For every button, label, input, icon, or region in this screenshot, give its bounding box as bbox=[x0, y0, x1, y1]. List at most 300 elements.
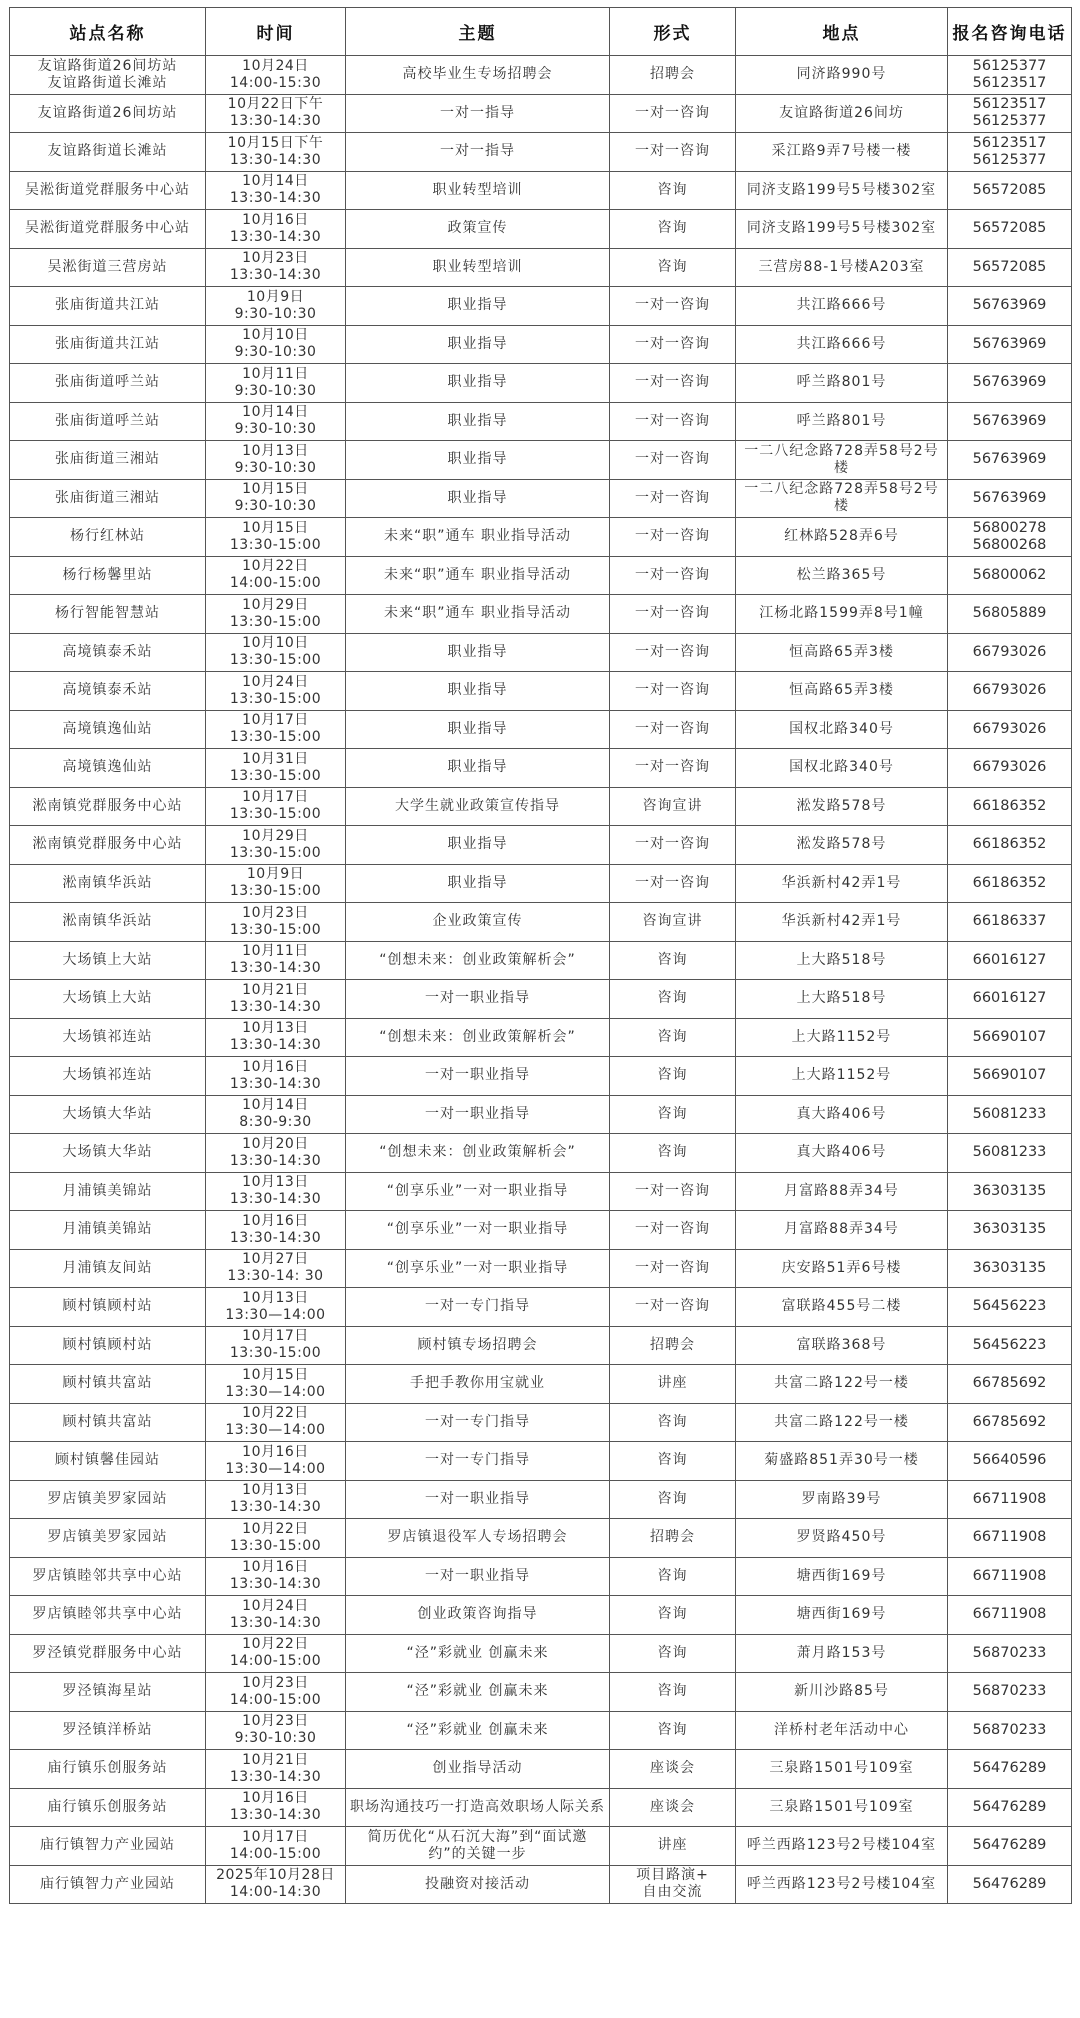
cell-format: 座谈会 bbox=[610, 1788, 736, 1827]
cell-location: 富联路368号 bbox=[736, 1326, 948, 1365]
cell-phone: 56081233 bbox=[948, 1134, 1072, 1173]
cell-time: 10月15日 13:30—14:00 bbox=[206, 1365, 346, 1404]
cell-time: 10月24日 13:30-14:30 bbox=[206, 1596, 346, 1635]
cell-location: 上大路518号 bbox=[736, 980, 948, 1019]
cell-topic: 职业指导 bbox=[346, 441, 610, 480]
cell-station: 高境镇逸仙站 bbox=[10, 749, 206, 788]
cell-format: 咨询 bbox=[610, 941, 736, 980]
cell-phone: 56476289 bbox=[948, 1865, 1072, 1904]
cell-format: 一对一咨询 bbox=[610, 672, 736, 711]
cell-format: 一对一咨询 bbox=[610, 1211, 736, 1250]
table-row bbox=[10, 1442, 1072, 1481]
cell-station: 顾村镇顾村站 bbox=[10, 1326, 206, 1365]
cell-time: 10月15日 9:30-10:30 bbox=[206, 479, 346, 518]
cell-phone: 66186337 bbox=[948, 903, 1072, 942]
cell-station: 大场镇祁连站 bbox=[10, 1018, 206, 1057]
cell-phone: 56690107 bbox=[948, 1018, 1072, 1057]
cell-time: 10月23日 9:30-10:30 bbox=[206, 1711, 346, 1750]
cell-station: 罗店镇美罗家园站 bbox=[10, 1519, 206, 1558]
table-row bbox=[10, 672, 1072, 711]
cell-time: 10月13日 13:30-14:30 bbox=[206, 1480, 346, 1519]
cell-time: 10月13日 13:30—14:00 bbox=[206, 1288, 346, 1327]
table-row bbox=[10, 556, 1072, 595]
table-row bbox=[10, 171, 1072, 210]
cell-format: 招聘会 bbox=[610, 56, 736, 95]
cell-station: 大场镇大华站 bbox=[10, 1134, 206, 1173]
cell-topic: 一对一指导 bbox=[346, 133, 610, 172]
header-station: 站点名称 bbox=[10, 8, 206, 56]
cell-format: 一对一咨询 bbox=[610, 518, 736, 557]
cell-phone: 56800062 bbox=[948, 556, 1072, 595]
table-row bbox=[10, 710, 1072, 749]
cell-topic: 职业指导 bbox=[346, 402, 610, 441]
cell-topic: 职业指导 bbox=[346, 364, 610, 403]
cell-station: 顾村镇馨佳园站 bbox=[10, 1442, 206, 1481]
cell-location: 塘西街169号 bbox=[736, 1596, 948, 1635]
cell-format: 讲座 bbox=[610, 1365, 736, 1404]
cell-format: 咨询 bbox=[610, 1134, 736, 1173]
cell-time: 10月16日 13:30—14:00 bbox=[206, 1442, 346, 1481]
cell-time: 10月20日 13:30-14:30 bbox=[206, 1134, 346, 1173]
cell-phone: 56476289 bbox=[948, 1750, 1072, 1789]
cell-time: 10月17日 13:30-15:00 bbox=[206, 710, 346, 749]
cell-station: 罗店镇睦邻共享中心站 bbox=[10, 1596, 206, 1635]
cell-location: 呼兰西路123号2号楼104室 bbox=[736, 1827, 948, 1866]
schedule-table bbox=[9, 7, 1072, 1904]
cell-format: 咨询 bbox=[610, 1095, 736, 1134]
table-row bbox=[10, 864, 1072, 903]
cell-topic: 投融资对接活动 bbox=[346, 1865, 610, 1904]
cell-format: 咨询 bbox=[610, 1596, 736, 1635]
table-row bbox=[10, 56, 1072, 95]
cell-location: 菊盛路851弄30号一楼 bbox=[736, 1442, 948, 1481]
table-row bbox=[10, 1211, 1072, 1250]
cell-topic: 职业指导 bbox=[346, 826, 610, 865]
cell-phone: 56476289 bbox=[948, 1827, 1072, 1866]
cell-time: 10月16日 13:30-14:30 bbox=[206, 1788, 346, 1827]
cell-time: 2025年10月28日 14:00-14:30 bbox=[206, 1865, 346, 1904]
table-row bbox=[10, 1827, 1072, 1866]
cell-station: 张庙街道共江站 bbox=[10, 325, 206, 364]
cell-station: 庙行镇智力产业园站 bbox=[10, 1827, 206, 1866]
cell-format: 招聘会 bbox=[610, 1326, 736, 1365]
cell-phone: 66711908 bbox=[948, 1519, 1072, 1558]
cell-station: 罗泾镇海星站 bbox=[10, 1673, 206, 1712]
cell-time: 10月17日 14:00-15:00 bbox=[206, 1827, 346, 1866]
cell-format: 咨询 bbox=[610, 248, 736, 287]
table-body bbox=[10, 56, 1072, 1904]
cell-location: 新川沙路85号 bbox=[736, 1673, 948, 1712]
cell-time: 10月14日 8:30-9:30 bbox=[206, 1095, 346, 1134]
table-row bbox=[10, 1095, 1072, 1134]
cell-time: 10月22日 13:30—14:00 bbox=[206, 1403, 346, 1442]
cell-location: 富联路455号二楼 bbox=[736, 1288, 948, 1327]
cell-format: 咨询 bbox=[610, 171, 736, 210]
cell-format: 座谈会 bbox=[610, 1750, 736, 1789]
cell-topic: 一对一专门指导 bbox=[346, 1442, 610, 1481]
cell-phone: 66785692 bbox=[948, 1365, 1072, 1404]
cell-topic: 职业指导 bbox=[346, 325, 610, 364]
cell-topic: 简历优化“从石沉大海”到“面试邀约”的关键一步 bbox=[346, 1827, 610, 1866]
cell-time: 10月21日 13:30-14:30 bbox=[206, 980, 346, 1019]
cell-phone: 56805889 bbox=[948, 595, 1072, 634]
cell-phone: 56572085 bbox=[948, 248, 1072, 287]
cell-location: 上大路1152号 bbox=[736, 1057, 948, 1096]
cell-location: 共江路666号 bbox=[736, 287, 948, 326]
cell-phone: 56763969 bbox=[948, 325, 1072, 364]
cell-location: 上大路518号 bbox=[736, 941, 948, 980]
table-row bbox=[10, 402, 1072, 441]
cell-location: 同济支路199号5号楼302室 bbox=[736, 210, 948, 249]
cell-station: 罗泾镇党群服务中心站 bbox=[10, 1634, 206, 1673]
cell-topic: “创享乐业”一对一职业指导 bbox=[346, 1249, 610, 1288]
table-row bbox=[10, 1788, 1072, 1827]
cell-station: 罗店镇睦邻共享中心站 bbox=[10, 1557, 206, 1596]
cell-format: 咨询 bbox=[610, 980, 736, 1019]
cell-station: 庙行镇乐创服务站 bbox=[10, 1750, 206, 1789]
cell-topic: 大学生就业政策宣传指导 bbox=[346, 787, 610, 826]
cell-station: 罗店镇美罗家园站 bbox=[10, 1480, 206, 1519]
cell-time: 10月24日 14:00-15:30 bbox=[206, 56, 346, 95]
cell-station: 杨行红林站 bbox=[10, 518, 206, 557]
cell-format: 一对一咨询 bbox=[610, 556, 736, 595]
cell-topic: 职业指导 bbox=[346, 672, 610, 711]
cell-topic: 职业指导 bbox=[346, 479, 610, 518]
cell-phone: 56763969 bbox=[948, 402, 1072, 441]
cell-format: 讲座 bbox=[610, 1827, 736, 1866]
cell-topic: 一对一职业指导 bbox=[346, 1557, 610, 1596]
cell-time: 10月22日下午 13:30-14:30 bbox=[206, 94, 346, 133]
cell-topic: 未来“职”通车 职业指导活动 bbox=[346, 518, 610, 557]
cell-time: 10月22日 14:00-15:00 bbox=[206, 1634, 346, 1673]
cell-topic: “创想未来：创业政策解析会” bbox=[346, 1018, 610, 1057]
cell-topic: 职业转型培训 bbox=[346, 171, 610, 210]
cell-location: 共富二路122号一楼 bbox=[736, 1365, 948, 1404]
cell-station: 月浦镇美锦站 bbox=[10, 1211, 206, 1250]
cell-topic: 顾村镇专场招聘会 bbox=[346, 1326, 610, 1365]
cell-time: 10月15日下午 13:30-14:30 bbox=[206, 133, 346, 172]
cell-topic: 职业指导 bbox=[346, 287, 610, 326]
cell-time: 10月11日 13:30-14:30 bbox=[206, 941, 346, 980]
header-format: 形式 bbox=[610, 8, 736, 56]
cell-topic: 未来“职”通车 职业指导活动 bbox=[346, 595, 610, 634]
cell-topic: “创享乐业”一对一职业指导 bbox=[346, 1211, 610, 1250]
table-row bbox=[10, 479, 1072, 518]
table-row bbox=[10, 441, 1072, 480]
cell-time: 10月17日 13:30-15:00 bbox=[206, 1326, 346, 1365]
cell-location: 庆安路51弄6号楼 bbox=[736, 1249, 948, 1288]
cell-location: 三营房88-1号楼A203室 bbox=[736, 248, 948, 287]
cell-phone: 56456223 bbox=[948, 1326, 1072, 1365]
cell-time: 10月13日 13:30-14:30 bbox=[206, 1172, 346, 1211]
cell-location: 红林路528弄6号 bbox=[736, 518, 948, 557]
cell-format: 一对一咨询 bbox=[610, 325, 736, 364]
cell-station: 顾村镇共富站 bbox=[10, 1403, 206, 1442]
cell-format: 一对一咨询 bbox=[610, 479, 736, 518]
cell-time: 10月15日 13:30-15:00 bbox=[206, 518, 346, 557]
table-row bbox=[10, 1057, 1072, 1096]
cell-location: 松兰路365号 bbox=[736, 556, 948, 595]
cell-location: 一二八纪念路728弄58号2号楼 bbox=[736, 441, 948, 480]
cell-topic: 罗店镇退役军人专场招聘会 bbox=[346, 1519, 610, 1558]
cell-phone: 66793026 bbox=[948, 672, 1072, 711]
cell-phone: 66793026 bbox=[948, 749, 1072, 788]
cell-station: 顾村镇顾村站 bbox=[10, 1288, 206, 1327]
cell-topic: 创业指导活动 bbox=[346, 1750, 610, 1789]
cell-station: 庙行镇乐创服务站 bbox=[10, 1788, 206, 1827]
table-row bbox=[10, 1750, 1072, 1789]
cell-station: 杨行智能智慧站 bbox=[10, 595, 206, 634]
cell-phone: 56456223 bbox=[948, 1288, 1072, 1327]
cell-phone: 56081233 bbox=[948, 1095, 1072, 1134]
cell-phone: 56125377 56123517 bbox=[948, 56, 1072, 95]
table-row bbox=[10, 133, 1072, 172]
table-row bbox=[10, 518, 1072, 557]
table-row bbox=[10, 1673, 1072, 1712]
cell-topic: 手把手教你用宝就业 bbox=[346, 1365, 610, 1404]
header-time: 时间 bbox=[206, 8, 346, 56]
cell-format: 项目路演+ 自由交流 bbox=[610, 1865, 736, 1904]
cell-location: 国权北路340号 bbox=[736, 749, 948, 788]
cell-station: 吴淞街道党群服务中心站 bbox=[10, 210, 206, 249]
cell-location: 真大路406号 bbox=[736, 1095, 948, 1134]
cell-topic: 政策宣传 bbox=[346, 210, 610, 249]
cell-topic: “泾”彩就业 创赢未来 bbox=[346, 1711, 610, 1750]
cell-phone: 56123517 56125377 bbox=[948, 133, 1072, 172]
cell-format: 一对一咨询 bbox=[610, 710, 736, 749]
cell-time: 10月11日 9:30-10:30 bbox=[206, 364, 346, 403]
table-row bbox=[10, 1865, 1072, 1904]
table-row bbox=[10, 903, 1072, 942]
cell-time: 10月16日 13:30-14:30 bbox=[206, 1557, 346, 1596]
cell-location: 月富路88弄34号 bbox=[736, 1172, 948, 1211]
cell-format: 咨询 bbox=[610, 1557, 736, 1596]
table-row bbox=[10, 1326, 1072, 1365]
cell-format: 咨询 bbox=[610, 1673, 736, 1712]
cell-format: 一对一咨询 bbox=[610, 826, 736, 865]
cell-phone: 36303135 bbox=[948, 1172, 1072, 1211]
table-row bbox=[10, 826, 1072, 865]
cell-phone: 66793026 bbox=[948, 710, 1072, 749]
cell-topic: 一对一职业指导 bbox=[346, 1095, 610, 1134]
cell-topic: “创享乐业”一对一职业指导 bbox=[346, 1172, 610, 1211]
cell-topic: 职业指导 bbox=[346, 710, 610, 749]
cell-topic: “泾”彩就业 创赢未来 bbox=[346, 1673, 610, 1712]
cell-station: 大场镇祁连站 bbox=[10, 1057, 206, 1096]
cell-time: 10月10日 9:30-10:30 bbox=[206, 325, 346, 364]
header-topic: 主题 bbox=[346, 8, 610, 56]
table-row bbox=[10, 749, 1072, 788]
cell-station: 罗泾镇洋桥站 bbox=[10, 1711, 206, 1750]
cell-topic: 一对一职业指导 bbox=[346, 1057, 610, 1096]
cell-format: 一对一咨询 bbox=[610, 864, 736, 903]
cell-phone: 66016127 bbox=[948, 941, 1072, 980]
cell-station: 顾村镇共富站 bbox=[10, 1365, 206, 1404]
cell-format: 一对一咨询 bbox=[610, 402, 736, 441]
cell-phone: 66711908 bbox=[948, 1596, 1072, 1635]
table-row bbox=[10, 1018, 1072, 1057]
cell-format: 咨询 bbox=[610, 1480, 736, 1519]
cell-time: 10月24日 13:30-15:00 bbox=[206, 672, 346, 711]
cell-time: 10月9日 13:30-15:00 bbox=[206, 864, 346, 903]
cell-format: 一对一咨询 bbox=[610, 441, 736, 480]
table-row bbox=[10, 1519, 1072, 1558]
cell-format: 一对一咨询 bbox=[610, 1249, 736, 1288]
cell-phone: 56870233 bbox=[948, 1634, 1072, 1673]
cell-topic: 职业指导 bbox=[346, 749, 610, 788]
cell-phone: 56800278 56800268 bbox=[948, 518, 1072, 557]
table-row bbox=[10, 1596, 1072, 1635]
table-row bbox=[10, 1557, 1072, 1596]
cell-time: 10月16日 13:30-14:30 bbox=[206, 1057, 346, 1096]
cell-format: 咨询宣讲 bbox=[610, 903, 736, 942]
cell-station: 高境镇泰禾站 bbox=[10, 633, 206, 672]
cell-location: 呼兰路801号 bbox=[736, 402, 948, 441]
cell-phone: 66711908 bbox=[948, 1557, 1072, 1596]
cell-format: 一对一咨询 bbox=[610, 364, 736, 403]
table-row bbox=[10, 287, 1072, 326]
cell-topic: 职业指导 bbox=[346, 864, 610, 903]
cell-time: 10月27日 13:30-14: 30 bbox=[206, 1249, 346, 1288]
cell-phone: 66186352 bbox=[948, 787, 1072, 826]
cell-location: 国权北路340号 bbox=[736, 710, 948, 749]
cell-time: 10月29日 13:30-15:00 bbox=[206, 595, 346, 634]
cell-topic: 一对一职业指导 bbox=[346, 1480, 610, 1519]
header-phone: 报名咨询电话 bbox=[948, 8, 1072, 56]
table-row bbox=[10, 1365, 1072, 1404]
cell-phone: 66186352 bbox=[948, 864, 1072, 903]
cell-format: 咨询 bbox=[610, 1403, 736, 1442]
cell-phone: 56690107 bbox=[948, 1057, 1072, 1096]
cell-phone: 66711908 bbox=[948, 1480, 1072, 1519]
cell-format: 咨询 bbox=[610, 1057, 736, 1096]
cell-location: 罗贤路450号 bbox=[736, 1519, 948, 1558]
cell-phone: 56870233 bbox=[948, 1673, 1072, 1712]
cell-phone: 56870233 bbox=[948, 1711, 1072, 1750]
cell-topic: 一对一专门指导 bbox=[346, 1403, 610, 1442]
cell-location: 三泉路1501号109室 bbox=[736, 1788, 948, 1827]
cell-topic: 职场沟通技巧一打造高效职场人际关系 bbox=[346, 1788, 610, 1827]
cell-location: 恒高路65弄3楼 bbox=[736, 672, 948, 711]
cell-location: 恒高路65弄3楼 bbox=[736, 633, 948, 672]
cell-location: 三泉路1501号109室 bbox=[736, 1750, 948, 1789]
table-row bbox=[10, 1134, 1072, 1173]
cell-location: 上大路1152号 bbox=[736, 1018, 948, 1057]
cell-phone: 66785692 bbox=[948, 1403, 1072, 1442]
cell-location: 呼兰西路123号2号楼104室 bbox=[736, 1865, 948, 1904]
cell-location: 洋桥村老年活动中心 bbox=[736, 1711, 948, 1750]
cell-location: 真大路406号 bbox=[736, 1134, 948, 1173]
cell-time: 10月16日 13:30-14:30 bbox=[206, 210, 346, 249]
table-row bbox=[10, 325, 1072, 364]
cell-location: 同济支路199号5号楼302室 bbox=[736, 171, 948, 210]
cell-station: 友谊路街道26间坊站 友谊路街道长滩站 bbox=[10, 56, 206, 95]
cell-topic: 企业政策宣传 bbox=[346, 903, 610, 942]
cell-format: 一对一咨询 bbox=[610, 94, 736, 133]
cell-time: 10月22日 13:30-15:00 bbox=[206, 1519, 346, 1558]
cell-format: 一对一咨询 bbox=[610, 595, 736, 634]
cell-station: 友谊路街道长滩站 bbox=[10, 133, 206, 172]
cell-location: 华浜新村42弄1号 bbox=[736, 864, 948, 903]
table-row bbox=[10, 595, 1072, 634]
cell-topic: 职业指导 bbox=[346, 633, 610, 672]
cell-station: 杨行杨馨里站 bbox=[10, 556, 206, 595]
cell-station: 张庙街道共江站 bbox=[10, 287, 206, 326]
cell-topic: 创业政策咨询指导 bbox=[346, 1596, 610, 1635]
cell-phone: 66016127 bbox=[948, 980, 1072, 1019]
cell-location: 呼兰路801号 bbox=[736, 364, 948, 403]
cell-station: 大场镇上大站 bbox=[10, 980, 206, 1019]
cell-location: 江杨北路1599弄8号1幢 bbox=[736, 595, 948, 634]
cell-time: 10月23日 14:00-15:00 bbox=[206, 1673, 346, 1712]
cell-format: 一对一咨询 bbox=[610, 1172, 736, 1211]
cell-location: 月富路88弄34号 bbox=[736, 1211, 948, 1250]
cell-station: 大场镇上大站 bbox=[10, 941, 206, 980]
cell-time: 10月13日 13:30-14:30 bbox=[206, 1018, 346, 1057]
cell-time: 10月17日 13:30-15:00 bbox=[206, 787, 346, 826]
cell-format: 咨询 bbox=[610, 1018, 736, 1057]
cell-phone: 56123517 56125377 bbox=[948, 94, 1072, 133]
cell-time: 10月9日 9:30-10:30 bbox=[206, 287, 346, 326]
cell-format: 一对一咨询 bbox=[610, 1288, 736, 1327]
table-row bbox=[10, 941, 1072, 980]
cell-station: 淞南镇华浜站 bbox=[10, 903, 206, 942]
cell-location: 华浜新村42弄1号 bbox=[736, 903, 948, 942]
cell-phone: 56763969 bbox=[948, 287, 1072, 326]
cell-station: 张庙街道呼兰站 bbox=[10, 402, 206, 441]
cell-location: 萧月路153号 bbox=[736, 1634, 948, 1673]
cell-format: 咨询 bbox=[610, 210, 736, 249]
cell-location: 淞发路578号 bbox=[736, 826, 948, 865]
cell-station: 月浦镇友间站 bbox=[10, 1249, 206, 1288]
table-row bbox=[10, 1288, 1072, 1327]
cell-location: 采江路9弄7号楼一楼 bbox=[736, 133, 948, 172]
header-location: 地点 bbox=[736, 8, 948, 56]
cell-station: 庙行镇智力产业园站 bbox=[10, 1865, 206, 1904]
cell-phone: 56572085 bbox=[948, 210, 1072, 249]
table-row bbox=[10, 1172, 1072, 1211]
cell-location: 同济路990号 bbox=[736, 56, 948, 95]
cell-station: 吴淞街道党群服务中心站 bbox=[10, 171, 206, 210]
cell-topic: 高校毕业生专场招聘会 bbox=[346, 56, 610, 95]
cell-phone: 36303135 bbox=[948, 1211, 1072, 1250]
cell-topic: 一对一职业指导 bbox=[346, 980, 610, 1019]
cell-phone: 56763969 bbox=[948, 364, 1072, 403]
cell-station: 高境镇逸仙站 bbox=[10, 710, 206, 749]
cell-phone: 56763969 bbox=[948, 479, 1072, 518]
cell-time: 10月14日 13:30-14:30 bbox=[206, 171, 346, 210]
cell-phone: 36303135 bbox=[948, 1249, 1072, 1288]
cell-location: 共富二路122号一楼 bbox=[736, 1403, 948, 1442]
cell-phone: 56763969 bbox=[948, 441, 1072, 480]
cell-station: 张庙街道呼兰站 bbox=[10, 364, 206, 403]
table-row bbox=[10, 364, 1072, 403]
cell-location: 塘西街169号 bbox=[736, 1557, 948, 1596]
cell-station: 高境镇泰禾站 bbox=[10, 672, 206, 711]
cell-format: 咨询 bbox=[610, 1634, 736, 1673]
cell-topic: “创想未来：创业政策解析会” bbox=[346, 1134, 610, 1173]
table-row bbox=[10, 1711, 1072, 1750]
cell-station: 淞南镇华浜站 bbox=[10, 864, 206, 903]
cell-phone: 66793026 bbox=[948, 633, 1072, 672]
cell-station: 淞南镇党群服务中心站 bbox=[10, 826, 206, 865]
cell-time: 10月22日 14:00-15:00 bbox=[206, 556, 346, 595]
table-row bbox=[10, 94, 1072, 133]
table-row bbox=[10, 1403, 1072, 1442]
table-header-row bbox=[10, 8, 1072, 56]
cell-format: 一对一咨询 bbox=[610, 287, 736, 326]
table-row bbox=[10, 787, 1072, 826]
